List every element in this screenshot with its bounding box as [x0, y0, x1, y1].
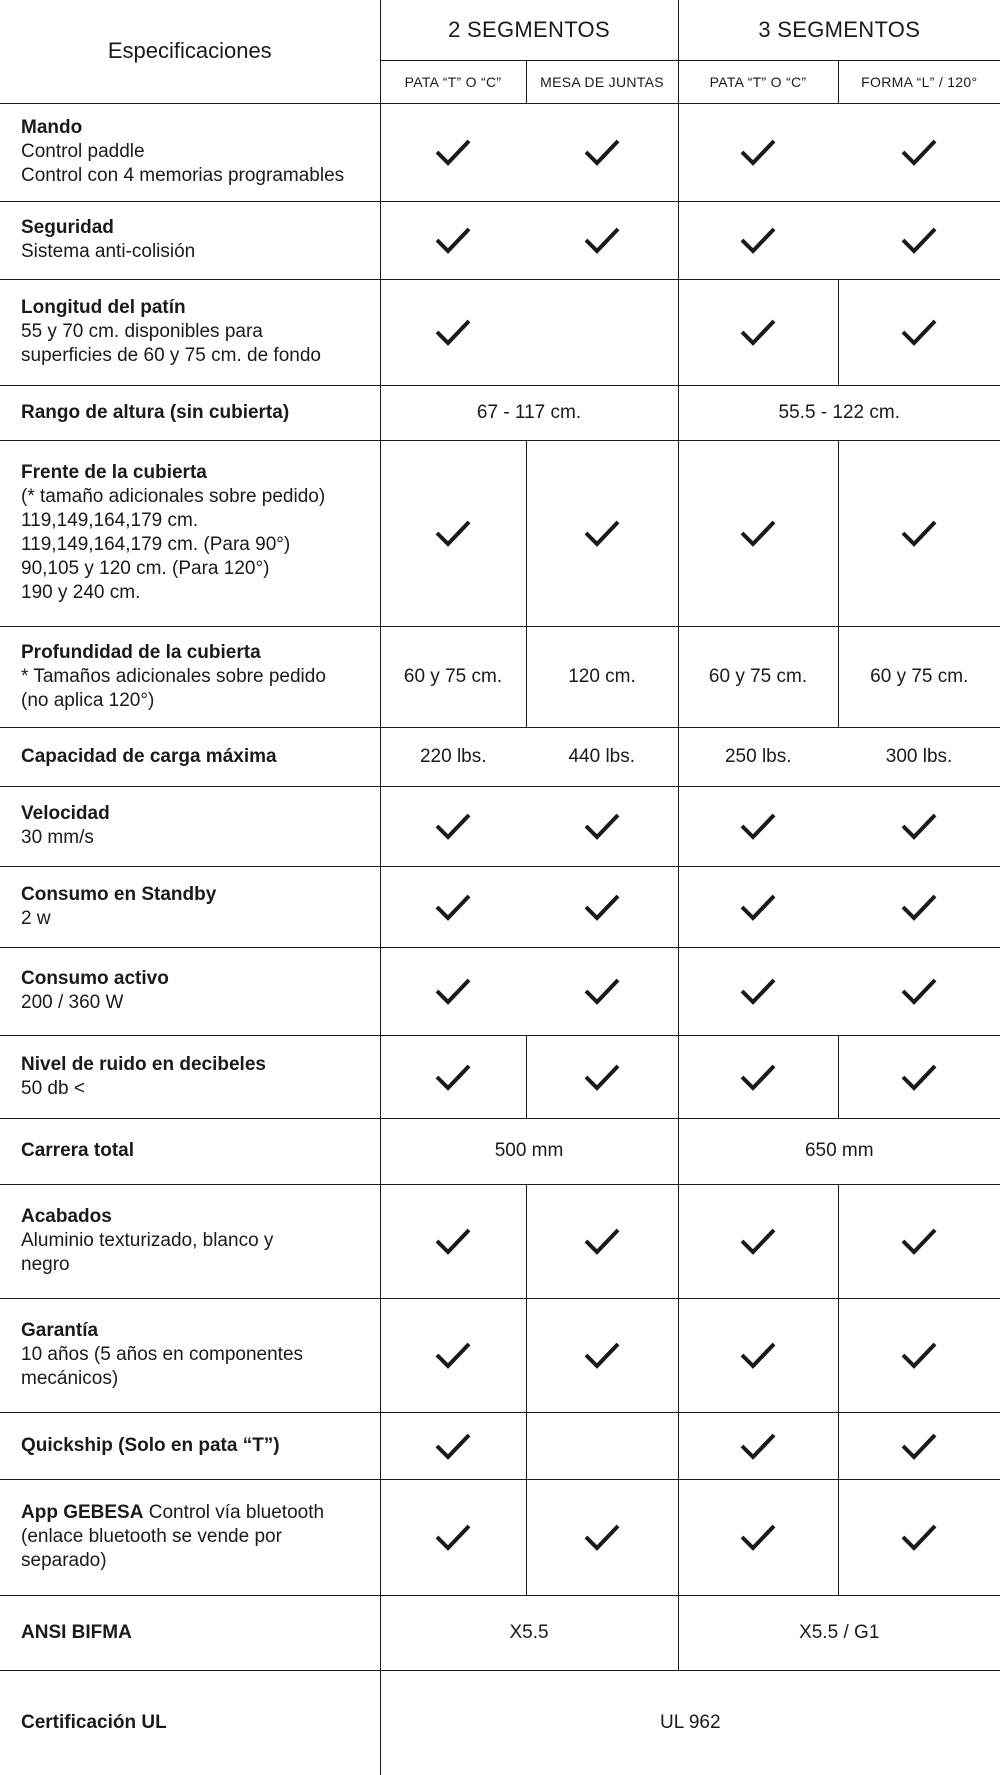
cell: [838, 1035, 1000, 1118]
cell: [380, 786, 526, 866]
check-icon: [739, 976, 777, 1006]
check-icon: [900, 518, 938, 548]
row-detail: * Tamaños adicionales sobre pedido: [21, 665, 326, 687]
value-cell: 300 lbs.: [838, 727, 1000, 786]
row-detail: 55 y 70 cm. disponibles para: [21, 321, 263, 342]
row-altura: [0, 385, 1000, 440]
cell: [380, 1298, 526, 1412]
row-title: Profundidad de la cubierta: [21, 641, 261, 663]
value-2-segmentos: 500 mm: [380, 1118, 678, 1184]
check-icon: [900, 1340, 938, 1370]
check-icon: [900, 317, 938, 347]
row-detail: mecánicos): [21, 1368, 119, 1389]
check-icon: [583, 1226, 621, 1256]
check-icon: [900, 892, 938, 922]
row-mando: [0, 103, 1000, 201]
row-label: [0, 1035, 380, 1118]
cell: [678, 1298, 838, 1412]
check-icon: [900, 1431, 938, 1461]
row-title: Longitud del patín: [21, 297, 186, 318]
row-patin: [0, 279, 1000, 385]
row-label: [0, 947, 380, 1035]
row-title: Seguridad: [21, 217, 114, 238]
cell: [838, 1412, 1000, 1479]
row-detail: (enlace bluetooth se vende por: [21, 1526, 282, 1547]
row-label: [0, 201, 380, 279]
row-standby: [0, 866, 1000, 947]
row-label: [0, 1184, 380, 1298]
cell: [380, 1479, 526, 1595]
cell: [838, 103, 1000, 201]
row-detail: 2 w: [21, 907, 51, 929]
cell: [838, 1479, 1000, 1595]
row-label: [0, 1479, 380, 1595]
check-icon: [434, 137, 472, 167]
cell: [526, 440, 678, 626]
check-icon: [434, 1062, 472, 1092]
value-cell: 120 cm.: [526, 626, 678, 727]
cell: [526, 866, 678, 947]
cell: [678, 866, 838, 947]
cell: [678, 440, 838, 626]
check-icon: [434, 976, 472, 1006]
value-3-segmentos: 650 mm: [678, 1118, 1000, 1184]
check-icon: [900, 1062, 938, 1092]
row-title: Rango de altura (sin cubierta): [21, 401, 290, 423]
cell: [380, 201, 526, 279]
check-icon: [434, 317, 472, 347]
value-cell: 440 lbs.: [526, 727, 678, 786]
cell: [678, 786, 838, 866]
row-activo: [0, 947, 1000, 1035]
row-title: Nivel de ruido en decibeles: [21, 1053, 266, 1075]
row-detail: (* tamaño adicionales sobre pedido): [21, 486, 326, 507]
check-icon: [739, 1062, 777, 1092]
row-detail: Control con 4 memorias programables: [21, 165, 345, 186]
value-cell: 220 lbs.: [380, 727, 526, 786]
cell: [526, 201, 678, 279]
value-cell: 60 y 75 cm.: [838, 626, 1000, 727]
cell: [678, 1184, 838, 1298]
cell: [380, 947, 526, 1035]
row-detail: superficies de 60 y 75 cm. de fondo: [21, 345, 321, 366]
row-detail: 90,105 y 120 cm. (Para 120°): [21, 558, 270, 579]
cell: [526, 103, 678, 201]
row-title-rest: Control vía bluetooth: [143, 1502, 325, 1523]
group-2-segmentos: 2 SEGMENTOS: [380, 0, 678, 60]
value-cell: 60 y 75 cm.: [678, 626, 838, 727]
cell-empty: [526, 279, 678, 385]
row-app: [0, 1479, 1000, 1595]
check-icon: [583, 1522, 621, 1552]
row-label: [0, 727, 380, 786]
check-icon: [739, 317, 777, 347]
row-frente: [0, 440, 1000, 626]
row-carrera: [0, 1118, 1000, 1184]
row-title: Carrera total: [21, 1140, 134, 1161]
value-2-segmentos: X5.5: [380, 1595, 678, 1670]
check-icon: [900, 976, 938, 1006]
cell: [380, 279, 526, 385]
check-icon: [583, 976, 621, 1006]
check-icon: [739, 518, 777, 548]
check-icon: [583, 811, 621, 841]
check-icon: [900, 1522, 938, 1552]
row-detail: 30 mm/s: [21, 827, 94, 848]
row-velocidad: [0, 786, 1000, 866]
row-ruido: [0, 1035, 1000, 1118]
cell: [838, 1298, 1000, 1412]
row-title: App GEBESA: [21, 1502, 144, 1523]
cell: [380, 440, 526, 626]
check-icon: [434, 1431, 472, 1461]
value-2-segmentos: 67 - 117 cm.: [380, 385, 678, 440]
check-icon: [739, 1226, 777, 1256]
row-garantia: [0, 1298, 1000, 1412]
row-detail: (no aplica 120°): [21, 689, 155, 711]
subheader-3-pata: PATA “T” O “C”: [678, 60, 838, 103]
row-label: [0, 1670, 380, 1775]
check-icon: [900, 1226, 938, 1256]
check-icon: [434, 811, 472, 841]
row-ansi: [0, 1595, 1000, 1670]
row-title: Garantía: [21, 1320, 99, 1341]
value-all: UL 962: [380, 1670, 1000, 1775]
cell: [526, 1035, 678, 1118]
row-label: [0, 786, 380, 866]
row-detail: 10 años (5 años en componentes: [21, 1344, 304, 1365]
row-detail: 200 / 360 W: [21, 992, 124, 1013]
value-3-segmentos: 55.5 - 122 cm.: [678, 385, 1000, 440]
check-icon: [900, 811, 938, 841]
cell: [380, 1412, 526, 1479]
subheader-2-pata: PATA “T” O “C”: [380, 60, 526, 103]
cell: [838, 201, 1000, 279]
cell: [526, 786, 678, 866]
row-detail: Sistema anti-colisión: [21, 241, 196, 262]
check-icon: [583, 892, 621, 922]
cell: [678, 279, 838, 385]
cell: [380, 1184, 526, 1298]
row-title: Consumo activo: [21, 968, 169, 989]
row-title-line: [21, 1501, 380, 1525]
row-detail: negro: [21, 1254, 70, 1275]
row-acabados: [0, 1184, 1000, 1298]
row-quickship: [0, 1412, 1000, 1479]
row-label: [0, 385, 380, 440]
row-detail: 50 db <: [21, 1077, 85, 1099]
cell: [678, 201, 838, 279]
cell: [838, 279, 1000, 385]
cell: [380, 1035, 526, 1118]
value-cell: 250 lbs.: [678, 727, 838, 786]
row-detail: 119,149,164,179 cm.: [21, 510, 199, 531]
cell: [678, 947, 838, 1035]
check-icon: [739, 1522, 777, 1552]
row-label: [0, 866, 380, 947]
value-3-segmentos: X5.5 / G1: [678, 1595, 1000, 1670]
subheader-2-mesa: MESA DE JUNTAS: [526, 60, 678, 103]
check-icon: [739, 225, 777, 255]
group-3-segmentos: 3 SEGMENTOS: [678, 0, 1000, 60]
check-icon: [583, 1340, 621, 1370]
cell: [838, 866, 1000, 947]
check-icon: [583, 137, 621, 167]
check-icon: [739, 137, 777, 167]
row-seguridad: [0, 201, 1000, 279]
cell: [838, 440, 1000, 626]
cell: [678, 1035, 838, 1118]
row-label: [0, 440, 380, 626]
row-label: [0, 626, 380, 727]
cell: [838, 1184, 1000, 1298]
check-icon: [434, 225, 472, 255]
check-icon: [434, 892, 472, 922]
cell: [678, 103, 838, 201]
cell: [838, 947, 1000, 1035]
check-icon: [739, 811, 777, 841]
cell: [526, 1298, 678, 1412]
check-icon: [583, 1062, 621, 1092]
check-icon: [434, 1226, 472, 1256]
row-detail: Control paddle: [21, 141, 145, 162]
value-cell: 60 y 75 cm.: [380, 626, 526, 727]
row-title: Acabados: [21, 1206, 112, 1227]
check-icon: [739, 892, 777, 922]
row-title: Certificación UL: [21, 1711, 167, 1733]
header-row: [0, 0, 1000, 60]
check-icon: [583, 518, 621, 548]
row-label: [0, 1595, 380, 1670]
cell: [526, 1184, 678, 1298]
check-icon: [900, 137, 938, 167]
cell: [526, 1479, 678, 1595]
row-title: Velocidad: [21, 803, 110, 824]
row-profundidad: [0, 626, 1000, 727]
check-icon: [434, 1522, 472, 1552]
row-detail: 190 y 240 cm.: [21, 582, 141, 603]
cell: [678, 1412, 838, 1479]
check-icon: [900, 225, 938, 255]
row-label: [0, 279, 380, 385]
row-title: Capacidad de carga máxima: [21, 745, 277, 767]
row-carga: [0, 727, 1000, 786]
subheader-3-forma: FORMA “L” / 120°: [838, 60, 1000, 103]
cell: [526, 947, 678, 1035]
row-label: [0, 1298, 380, 1412]
cell: [838, 786, 1000, 866]
cell: [380, 103, 526, 201]
check-icon: [739, 1340, 777, 1370]
cell: [678, 1479, 838, 1595]
row-label: [0, 1412, 380, 1479]
row-title: Consumo en Standby: [21, 883, 217, 905]
check-icon: [583, 225, 621, 255]
row-title: Quickship (Solo en pata “T”): [21, 1434, 280, 1456]
row-title: ANSI BIFMA: [21, 1621, 132, 1643]
row-detail: 119,149,164,179 cm. (Para 90°): [21, 534, 291, 555]
cell: [380, 866, 526, 947]
row-detail: separado): [21, 1550, 107, 1571]
row-label: [0, 103, 380, 201]
check-icon: [739, 1431, 777, 1461]
row-ul: [0, 1670, 1000, 1775]
row-title: Mando: [21, 117, 83, 138]
check-icon: [434, 518, 472, 548]
spec-header: Especificaciones: [0, 0, 380, 103]
check-icon: [434, 1340, 472, 1370]
row-label: [0, 1118, 380, 1184]
row-detail: Aluminio texturizado, blanco y: [21, 1230, 274, 1251]
cell-empty: [526, 1412, 678, 1479]
row-title: Frente de la cubierta: [21, 462, 207, 483]
